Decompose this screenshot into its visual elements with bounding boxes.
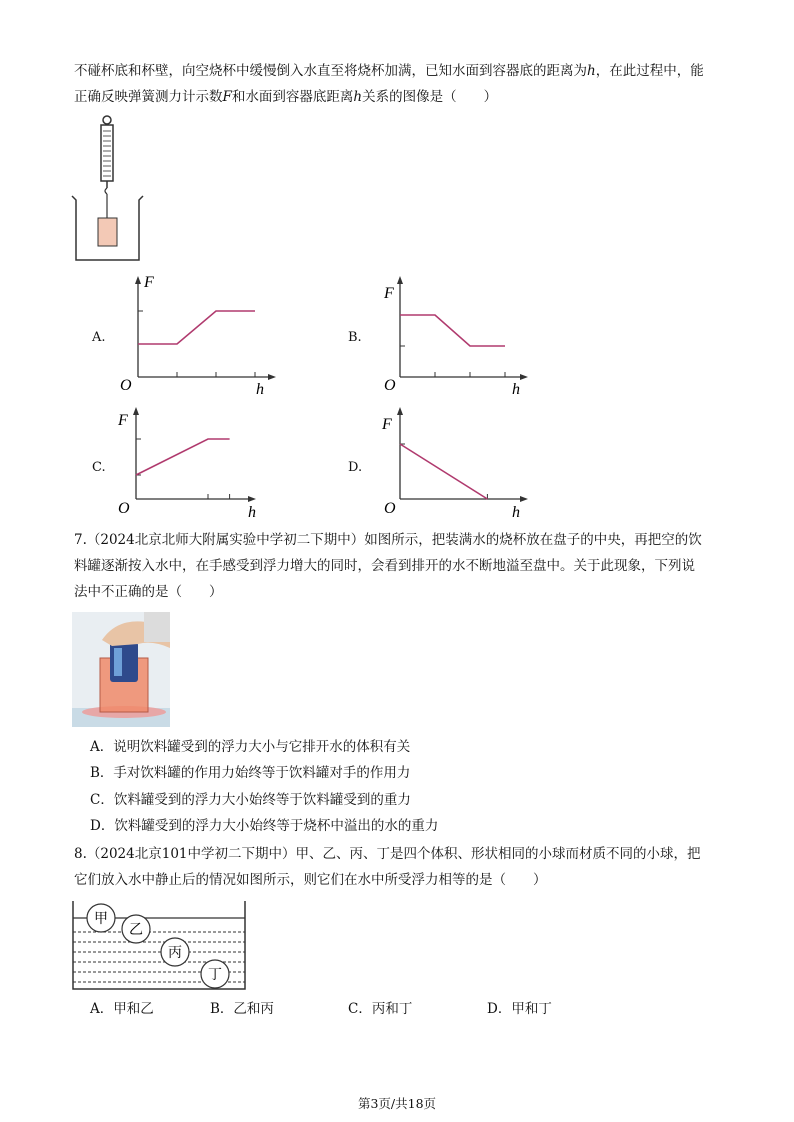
q8-option-a[interactable]: A．甲和乙 <box>90 1001 154 1017</box>
q7-option-a[interactable]: A．说明饮料罐受到的浮力大小与它排开水的体积有关 <box>90 739 411 755</box>
graph-line-b <box>400 315 505 346</box>
q8-option-c[interactable]: C．丙和丁 <box>348 1001 413 1017</box>
q8-option-b[interactable]: B．乙和丙 <box>210 1001 274 1017</box>
graph-line-c <box>136 439 230 475</box>
y-axis-label: F <box>384 285 394 302</box>
q6-option-a[interactable]: A. <box>92 330 106 345</box>
page-footer: 第3页/共18页 <box>357 1096 437 1111</box>
graph-line-d <box>400 444 487 499</box>
can-in-beaker-photo <box>72 612 170 727</box>
y-axis-label: F <box>382 416 392 433</box>
ball-bing-label: 丙 <box>168 946 182 961</box>
graph-line-a <box>138 311 255 344</box>
origin-label: O <box>384 500 396 517</box>
q6-graph-d <box>372 405 542 520</box>
q6-graph-c <box>110 405 270 520</box>
spring-scale-beaker-figure <box>66 112 146 267</box>
x-axis-label: h <box>512 381 520 398</box>
ball-ding-label: 丁 <box>208 968 222 983</box>
origin-label: O <box>384 377 396 394</box>
q6-option-b[interactable]: B. <box>348 330 362 345</box>
q6-line1: 不碰杯底和杯壁，向空烧杯中缓慢倒入水直至将烧杯加满，已知水面到容器底的距离为h，在此过程中，能 <box>74 63 704 79</box>
x-axis-label: h <box>512 504 520 520</box>
q7-line3: 法中不正确的是（ ） <box>74 584 223 600</box>
q6-graph-b <box>372 272 542 402</box>
q7-option-c[interactable]: C．饮料罐受到的浮力大小始终等于饮料罐受到的重力 <box>90 792 411 808</box>
q8-line1: 8.（2024北京101中学初二下期中）甲、乙、丙、丁是四个体积、形状相同的小球而材质不同的小球，把 <box>74 846 701 862</box>
q7-option-b[interactable]: B．手对饮料罐的作用力始终等于饮料罐对手的作用力 <box>90 765 411 781</box>
q8-line2: 它们放入水中静止后的情况如图所示，则它们在水中所受浮力相等的是（ ） <box>74 872 547 888</box>
ball-jia-label: 甲 <box>94 912 108 927</box>
x-axis-label: h <box>248 504 256 520</box>
y-axis-label: F <box>144 274 154 291</box>
q8-option-d[interactable]: D．甲和丁 <box>487 1001 552 1017</box>
q7-line1: 7.（2024北京北师大附属实验中学初二下期中）如图所示，把装满水的烧杯放在盘子的中央，再把空的饮 <box>74 532 702 548</box>
q6-line2: 正确反映弹簧测力计示数F和水面到容器底距离h关系的图像是（ ） <box>74 89 498 105</box>
q6-graph-a <box>110 272 280 402</box>
y-axis-label: F <box>118 412 128 429</box>
balls-in-water-figure <box>70 898 250 993</box>
origin-label: O <box>120 377 132 394</box>
q6-option-c[interactable]: C. <box>92 460 106 475</box>
q7-line2: 料罐逐渐按入水中，在手感受到浮力增大的同时，会看到排开的水不断地溢至盘中。关于此现象，下列说 <box>74 558 695 574</box>
q6-option-d[interactable]: D. <box>348 460 363 475</box>
ball-yi-label: 乙 <box>129 923 143 938</box>
origin-label: O <box>118 500 130 517</box>
x-axis-label: h <box>256 381 264 398</box>
q7-option-d[interactable]: D．饮料罐受到的浮力大小始终等于烧杯中溢出的水的重力 <box>90 818 439 834</box>
